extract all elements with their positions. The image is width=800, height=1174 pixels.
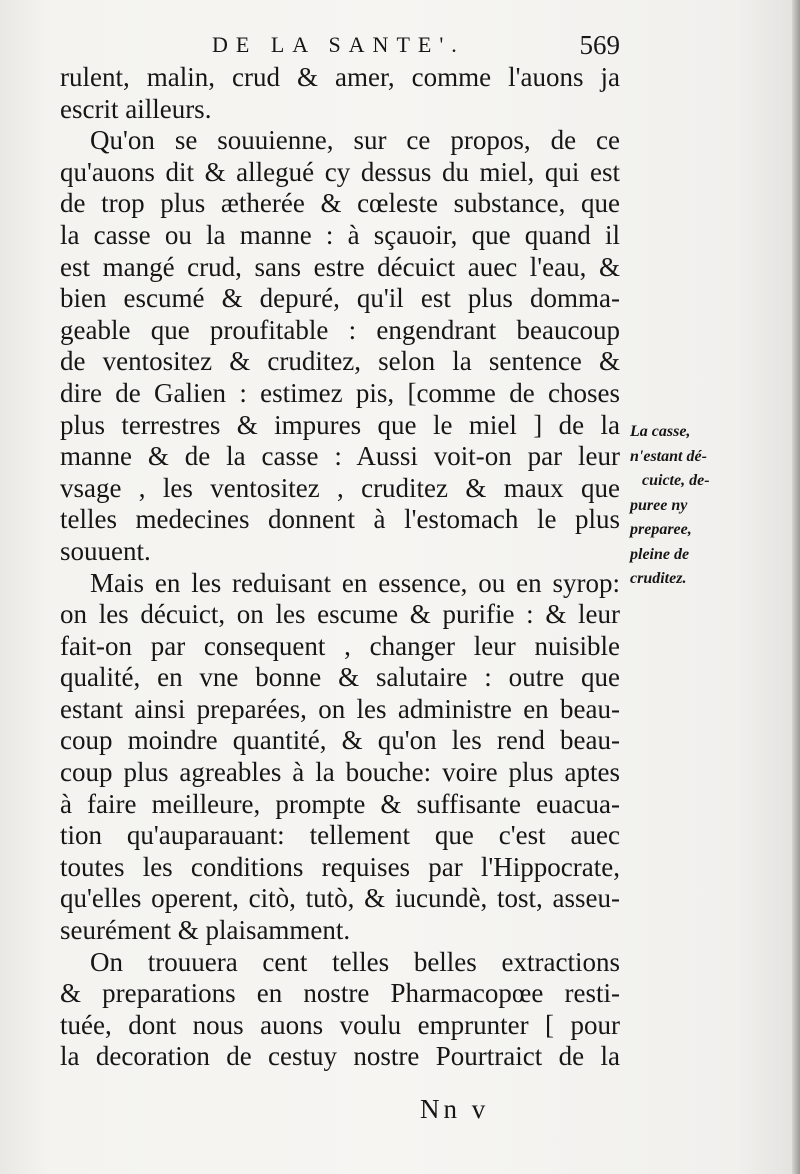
text-line: coup moindre quantité, & qu'on les rend beau- — [60, 725, 620, 756]
text-line: On trouuera cent telles belles extractions — [90, 946, 620, 977]
signature-mark: Nn v — [420, 1094, 490, 1124]
text-line: telles medecines donnent à l'estomach le plus — [60, 504, 620, 535]
text-line: Mais en les reduisant en essence, ou en syrop: — [90, 567, 620, 598]
text-line: fait-on par consequent , changer leur nuisible — [60, 630, 620, 661]
text-line: rulent, malin, crud & amer, comme l'auons ja — [60, 62, 620, 92]
text-line: dire de Galien : estimez pis, [comme de choses — [60, 377, 620, 408]
text-line: Qu'on se souuienne, sur ce propos, de ce — [90, 125, 620, 156]
text-line: coup plus agreables à la bouche: voire plus aptes — [60, 757, 620, 788]
margin-note-line: La casse, — [630, 423, 691, 440]
text-line: la decoration de cestuy nostre Pourtraict de la — [60, 1041, 620, 1072]
page-header — [60, 28, 620, 62]
text-line: qu'elles operent, citò, tutò, & iucundè, tost, asseu- — [60, 883, 620, 914]
text-line: plus terrestres & impures que le miel ] de la — [60, 409, 620, 440]
text-line: souuent. — [60, 535, 151, 566]
text-line: escrit ailleurs. — [60, 93, 212, 124]
text-line: on les décuict, on les escume & purifie : & leur — [60, 599, 620, 630]
text-line: estant ainsi preparées, on les administre en beau- — [60, 693, 620, 724]
margin-note-line: cuicte, de- — [642, 472, 710, 489]
page-spine-shadow — [792, 0, 800, 1174]
body-text — [60, 62, 620, 1073]
page-number: 569 — [579, 30, 620, 60]
text-line: bien escumé & depuré, qu'il est plus domma- — [60, 283, 620, 314]
text-line: manne & de la casse : Aussi voit-on par leur — [60, 441, 620, 472]
text-line: à faire meilleure, prompte & suffisante euacua- — [60, 788, 620, 819]
text-line: & preparations en nostre Pharmacopœe resti- — [60, 978, 620, 1009]
margin-note-line: preparee, — [630, 521, 692, 538]
text-line: tuée, dont nous auons voulu emprunter [ pour — [60, 1009, 620, 1040]
text-line: de ventositez & cruditez, selon la sentence & — [60, 346, 620, 377]
text-line: tion qu'auparauant: tellement que c'est auec — [60, 820, 620, 851]
text-line: toutes les conditions requises par l'Hippocrate, — [60, 851, 620, 882]
text-line: seurément & plaisamment. — [60, 915, 351, 946]
text-line: la casse ou la manne : à sçauoir, que quand il — [60, 219, 620, 250]
text-line: est mangé crud, sans estre décuict auec l'eau, & — [60, 251, 620, 282]
margin-note-line: pleine de — [630, 545, 690, 563]
running-head: DE LA SANTE'. — [212, 32, 465, 57]
text-line: vsage , les ventositez , cruditez & maux que — [60, 472, 620, 503]
margin-note — [630, 420, 740, 592]
text-line: qualité, en vne bonne & salutaire : outre que — [60, 662, 620, 693]
margin-note-line: puree ny — [630, 496, 688, 514]
text-line: qu'auons dit & allegué cy dessus du miel, qui est — [60, 156, 620, 187]
text-line: de trop plus ætherée & cœleste substance, que — [60, 188, 620, 219]
margin-note-line: n'estant dé- — [630, 447, 707, 465]
text-line: geable que proufitable : engendrant beaucoup — [60, 314, 620, 345]
margin-note-line: cruditez. — [630, 570, 687, 587]
